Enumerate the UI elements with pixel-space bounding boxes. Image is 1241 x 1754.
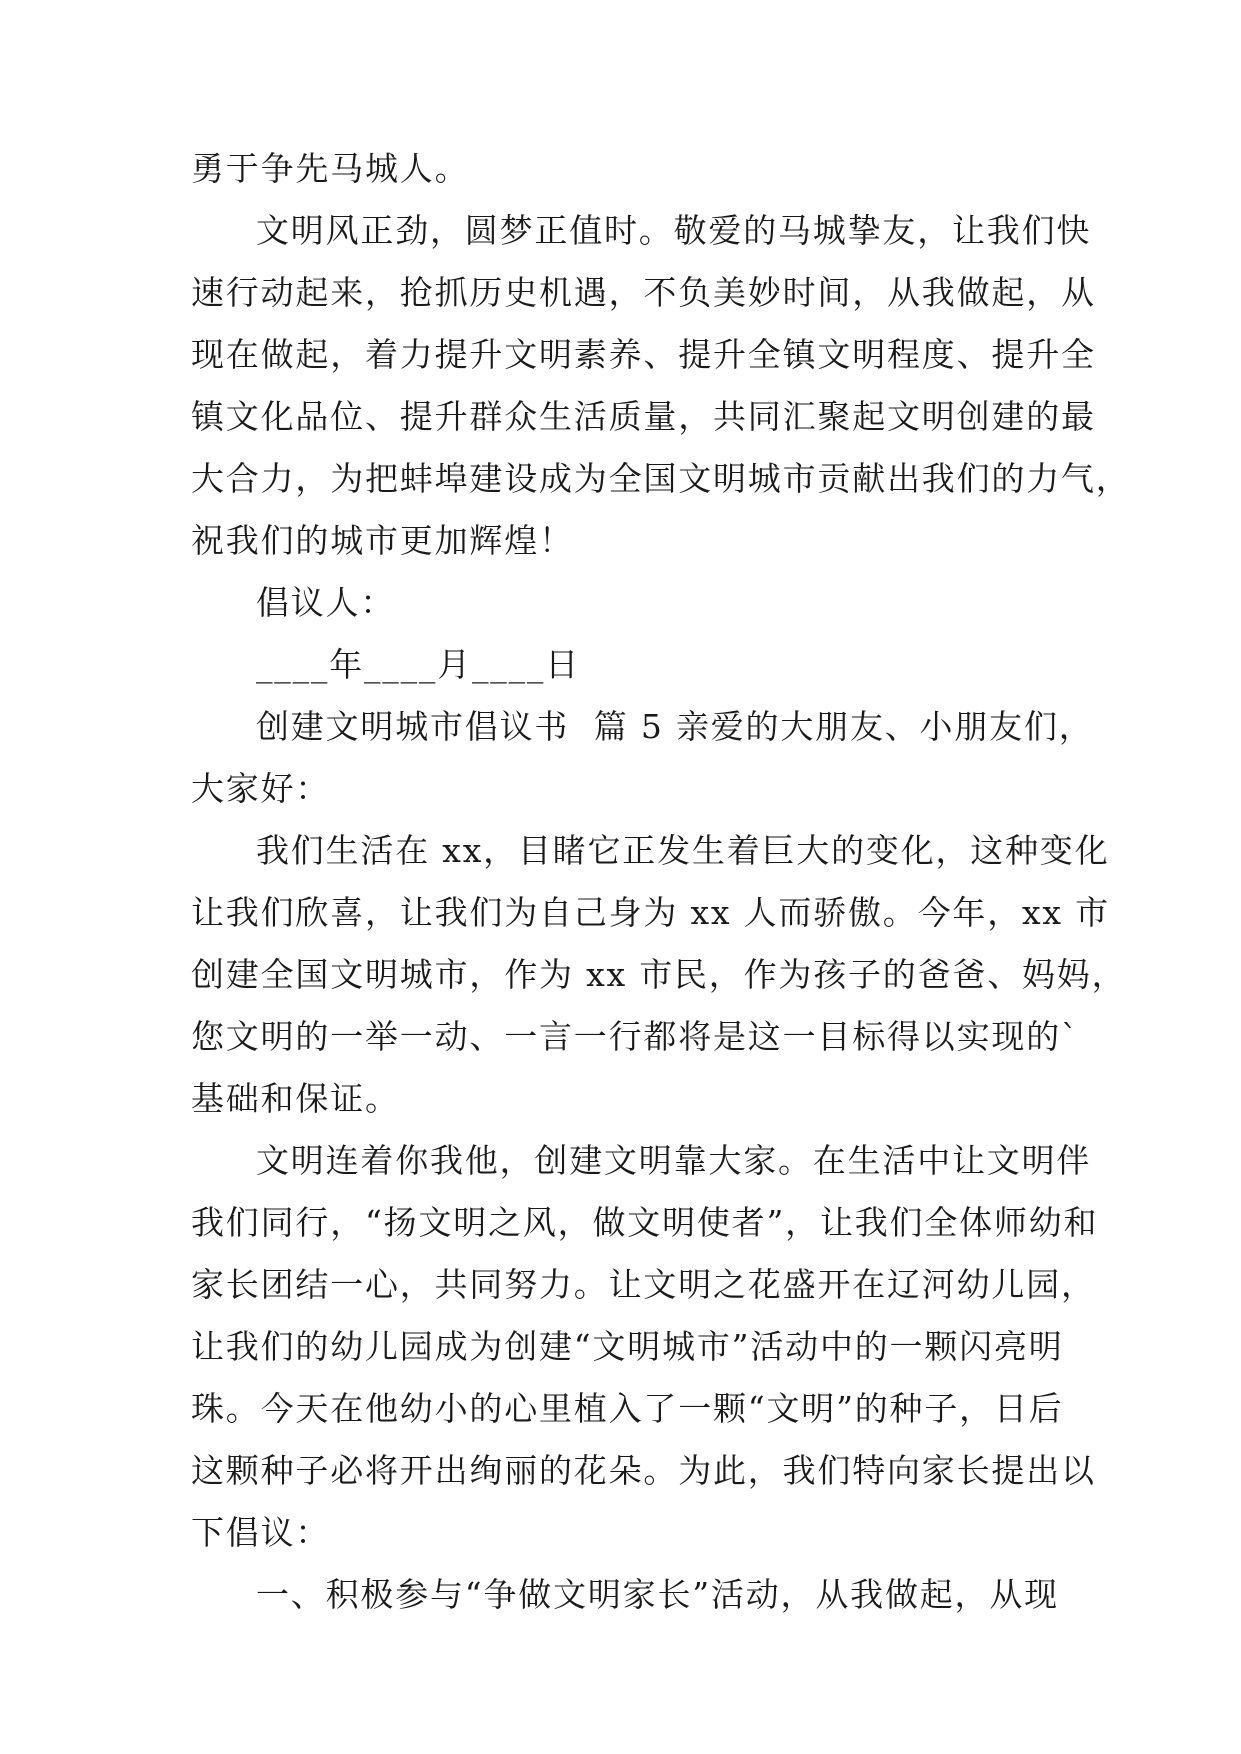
paragraph-line: 祝我们的城市更加辉煌！ — [191, 521, 574, 560]
greeting-line: 大家好： — [191, 769, 331, 808]
paragraph-line: 速行动起来，抢抓历史机遇，不负美妙时间，从我做起，从 — [191, 273, 1096, 312]
paragraph-line: 创建全国文明城市，作为 xx 市民，作为孩子的爸爸、妈妈， — [191, 955, 1127, 994]
paragraph-line: 您文明的一举一动、一言一行都将是这一目标得以实现的` — [191, 1017, 1080, 1056]
paragraph-line: 我们生活在 xx，目睹它正发生着巨大的变化，这种变化 — [256, 831, 1110, 870]
paragraph-line: 珠。今天在他幼小的心里植入了一颗“文明”的种子，日后 — [191, 1389, 1064, 1428]
paragraph-line: 家长团结一心，共同努力。让文明之花盛开在辽河幼儿园， — [191, 1265, 1096, 1304]
paragraph-line: 镇文化品位、提升群众生活质量，共同汇聚起文明创建的最 — [191, 397, 1096, 436]
section-heading-line: 创建文明城市倡议书 篇 5 亲爱的大朋友、小朋友们， — [256, 707, 1094, 746]
paragraph-line: 文明连着你我他，创建文明靠大家。在生活中让文明伴 — [256, 1141, 1092, 1180]
paragraph-line: 现在做起，着力提升文明素养、提升全镇文明程度、提升全 — [191, 335, 1096, 374]
paragraph-line: 这颗种子必将开出绚丽的花朵。为此，我们特向家长提出以 — [191, 1451, 1096, 1490]
paragraph-line: 基础和保证。 — [191, 1079, 400, 1118]
paragraph-line: 文明风正劲，圆梦正值时。敬爱的马城挚友，让我们快 — [256, 211, 1092, 250]
paragraph-line: 让我们欣喜，让我们为自己身为 xx 人而骄傲。今年，xx 市 — [191, 893, 1110, 932]
paragraph-line: 让我们的幼儿园成为创建“文明城市”活动中的一颗闪亮明 — [191, 1327, 1064, 1366]
paragraph-line: 勇于争先马城人。 — [191, 149, 470, 188]
paragraph-line: 下倡议： — [191, 1513, 331, 1552]
date-line: ____年____月____日 — [256, 645, 580, 684]
paragraph-line: 我们同行，“扬文明之风，做文明使者”，让我们全体师幼和 — [191, 1203, 1099, 1242]
paragraph-line: 大合力，为把蚌埠建设成为全国文明城市贡献出我们的力气， — [191, 459, 1131, 498]
signer-line: 倡议人： — [256, 583, 396, 622]
paragraph-line: 一、积极参与“争做文明家长”活动，从我做起，从现 — [256, 1575, 1059, 1614]
